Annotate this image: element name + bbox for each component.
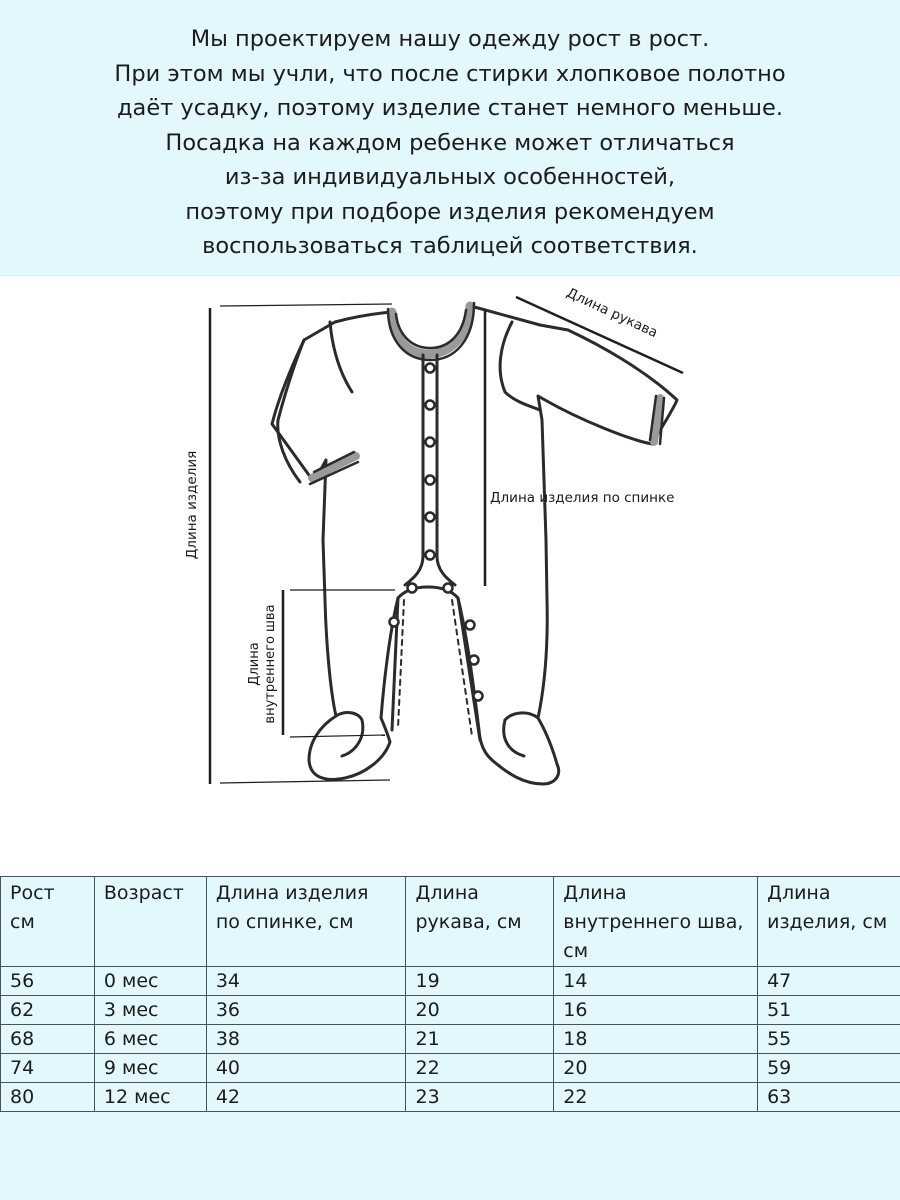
table-cell: 38 <box>206 1025 406 1054</box>
table-cell: 18 <box>554 1025 758 1054</box>
table-cell: 56 <box>1 967 95 996</box>
intro-line: Мы проектируем нашу одежду рост в рост. <box>190 26 710 52</box>
button <box>426 438 435 447</box>
garment-diagram <box>0 280 900 820</box>
table-row <box>1 1083 900 1112</box>
intro-line: из-за индивидуальных особенностей, <box>224 164 676 190</box>
header-back-length: Длина изделия по спинке, см <box>206 877 406 967</box>
table-cell: 40 <box>206 1054 406 1083</box>
inseam-label-line2: внутреннего шва <box>263 604 278 724</box>
table-cell: 74 <box>1 1054 95 1083</box>
table-cell: 23 <box>406 1083 554 1112</box>
right-foot <box>504 713 538 756</box>
total-length-label: Длина изделия <box>184 450 200 560</box>
intro-line: воспользоваться таблицей соответствия. <box>202 233 698 259</box>
table-cell: 22 <box>554 1083 758 1112</box>
intro-line: При этом мы учли, что после стирки хлопковое полотно <box>114 60 786 87</box>
intro-line: поэтому при подборе изделия рекомендуем <box>185 198 715 225</box>
size-table-panel <box>0 876 900 1200</box>
table-cell: 20 <box>554 1054 758 1083</box>
table-cell: 80 <box>1 1083 95 1112</box>
bodysuit-illustration <box>0 280 900 820</box>
button <box>426 513 435 522</box>
table-cell: 68 <box>1 1025 95 1054</box>
table-cell: 19 <box>406 967 554 996</box>
table-row <box>1 1054 900 1083</box>
table-cell: 12 мес <box>94 1083 206 1112</box>
button <box>474 692 483 701</box>
table-cell: 42 <box>206 1083 406 1112</box>
table-cell: 20 <box>406 996 554 1025</box>
table-row <box>1 967 900 996</box>
button <box>426 401 435 410</box>
table-cell: 16 <box>554 996 758 1025</box>
table-cell: 0 мес <box>94 967 206 996</box>
intro-line: Посадка на каждом ребенке может отличаться <box>165 129 735 156</box>
table-cell: 14 <box>554 967 758 996</box>
left-foot <box>336 713 363 756</box>
table-cell: 63 <box>758 1083 900 1112</box>
intro-line: даёт усадку, поэтому изделие станет немного меньше. <box>116 95 783 121</box>
table-cell: 6 мес <box>94 1025 206 1054</box>
button <box>444 584 453 593</box>
table-cell: 34 <box>206 967 406 996</box>
table-header-row <box>1 877 900 967</box>
table-row <box>1 996 900 1025</box>
table-cell: 22 <box>406 1054 554 1083</box>
table-row <box>1 1025 900 1054</box>
sleeve-length-label: Длина рукава <box>563 284 661 342</box>
table-cell: 47 <box>758 967 900 996</box>
header-total-length: Длина изделия, см <box>758 877 900 967</box>
table-cell: 3 мес <box>94 996 206 1025</box>
table-cell: 51 <box>758 996 900 1025</box>
table-cell: 55 <box>758 1025 900 1054</box>
size-table <box>0 876 900 1112</box>
table-cell: 62 <box>1 996 95 1025</box>
button <box>470 656 479 665</box>
button <box>426 364 435 373</box>
button <box>408 584 417 593</box>
table-cell: 21 <box>406 1025 554 1054</box>
table-cell: 59 <box>758 1054 900 1083</box>
header-inseam-length: Длина внутреннего шва, см <box>554 877 758 967</box>
header-age: Возраст <box>94 877 206 967</box>
button <box>466 621 475 630</box>
table-cell: 36 <box>206 996 406 1025</box>
inseam-label-line1: Длина <box>247 642 262 686</box>
button <box>390 618 399 627</box>
back-length-label: Длина изделия по спинке <box>490 490 675 506</box>
intro-panel <box>0 0 900 276</box>
header-height: Рост см <box>1 877 95 967</box>
table-cell: 9 мес <box>94 1054 206 1083</box>
button <box>426 476 435 485</box>
header-sleeve-length: Длина рукава, см <box>406 877 554 967</box>
button <box>426 551 435 560</box>
